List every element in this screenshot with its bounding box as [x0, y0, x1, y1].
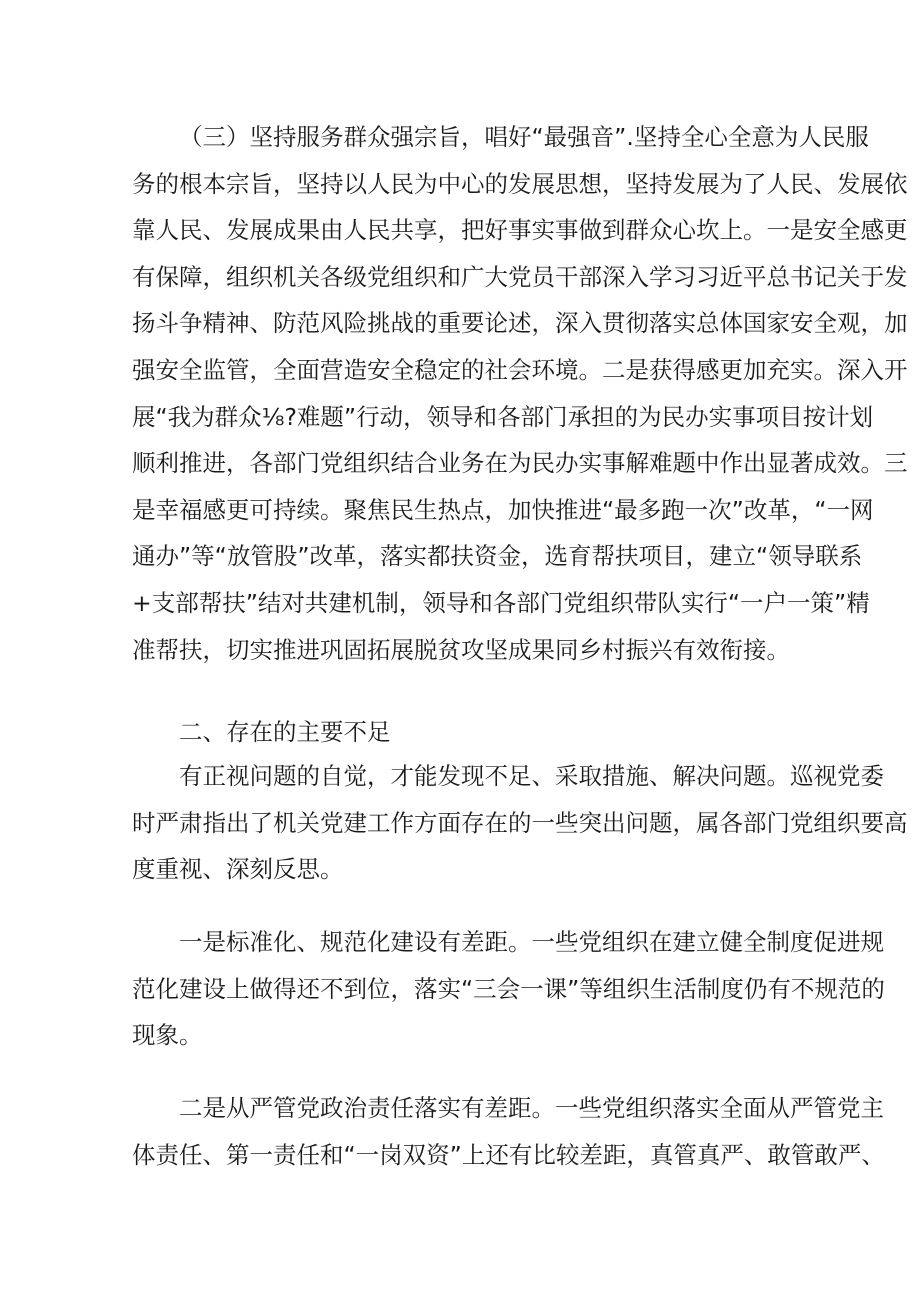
- text-line: 扬斗争精神、防范风险挑战的重要论述，深入贯彻落实总体国家安全观，加: [132, 309, 908, 338]
- text-line: +支部帮扶”结对共建机制，领导和各部门党组织带队实行“一户一策”精: [132, 588, 870, 617]
- paragraph-section-three: [132, 114, 908, 673]
- section-heading: [132, 709, 793, 756]
- text-line: 范化建设上做得还不到位，落实“三会一课”等组织生活制度仍有不规范的: [132, 974, 885, 1003]
- text-line: 准帮扶，切实推进巩固拓展脱贫攻坚成果同乡村振兴有效衔接。: [132, 635, 790, 664]
- text-line: 顺利推进，各部门党组织结合业务在为民办实事解难题中作出显著成效。三: [132, 449, 908, 478]
- paragraph-issue-one: [132, 919, 885, 1059]
- text-line: 二是从严管党政治责任落实有差距。一些党组织落实全面从严管党主: [179, 1094, 884, 1122]
- text-line: 是幸福感更可持续。聚焦民生热点，加快推进“最多跑一次”改革，“一网: [132, 495, 874, 524]
- text-line: 务的根本宗旨，坚持以人民为中心的发展思想，坚持发展为了人民、发展依: [132, 169, 908, 198]
- text-line: 一是标准化、规范化建设有差距。一些党组织在建立健全制度促进规: [179, 928, 884, 956]
- text-line: （三）坚持服务群众强宗旨，唱好“最强音”.坚持全心全意为人民服: [179, 123, 869, 151]
- text-line: 通办”等“放管股”改革，落实都扶资金，选育帮扶项目，建立“领导联系: [132, 542, 863, 571]
- text-line: 体责任、第一责任和“一岗双资”上还有比较差距，真管真严、敢管敢严、: [132, 1140, 885, 1169]
- text-line: 度重视、深刻反思。: [132, 855, 344, 884]
- text-line: 有正视问题的自觉，才能发现不足、采取措施、解决问题。巡视党委: [179, 762, 884, 790]
- paragraph-issue-two: [132, 1085, 885, 1178]
- text-line: 展“我为群众⅛?难题”行动，领导和各部门承担的为民办实事项目按计划: [132, 402, 874, 431]
- text-line: 靠人民、发展成果由人民共享，把好事实事做到群众心坎上。一是安全感更: [132, 216, 908, 245]
- text-line: 强安全监管，全面营造安全稳定的社会环境。二是获得感更加充实。深入开: [132, 355, 908, 384]
- text-line: 现象。: [132, 1021, 203, 1050]
- text-line: 二、存在的主要不足: [179, 718, 391, 746]
- text-line: 时严肃指出了机关党建工作方面存在的一些突出问题，属各部门党组织要高: [132, 808, 908, 837]
- paragraph-intro: [132, 753, 908, 893]
- text-line: 有保障，组织机关各级党组织和广大党员干部深入学习习近平总书记关于发: [132, 262, 908, 291]
